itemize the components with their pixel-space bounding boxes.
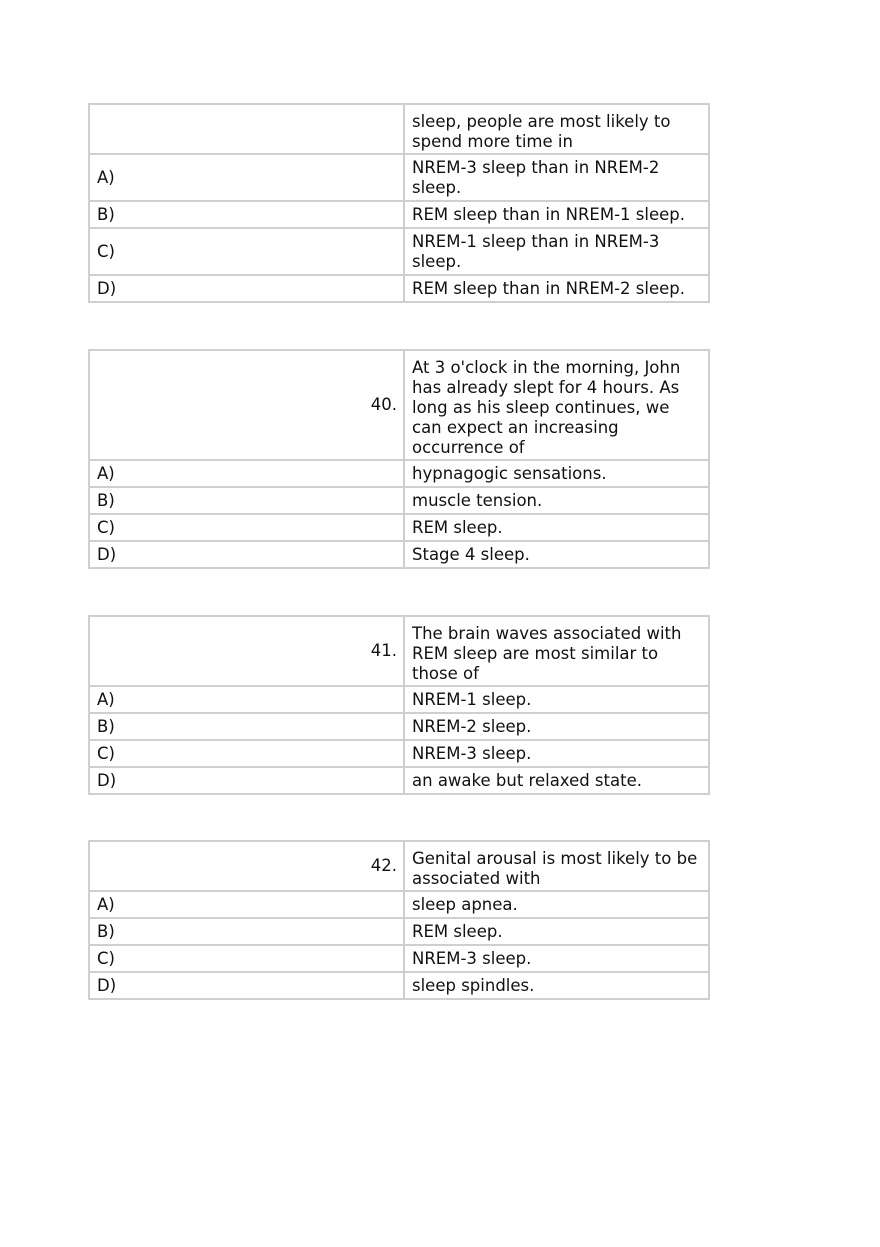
question-number: 42. bbox=[89, 841, 404, 891]
option-text: muscle tension. bbox=[404, 487, 709, 514]
option-text: NREM-2 sleep. bbox=[404, 713, 709, 740]
option-letter: C) bbox=[89, 945, 404, 972]
option-row-d bbox=[89, 541, 709, 568]
question-stem-row bbox=[89, 104, 709, 154]
option-letter: A) bbox=[89, 891, 404, 918]
option-text: REM sleep. bbox=[404, 918, 709, 945]
question-stem: At 3 o'clock in the morning, John has already slept for 4 hours. As long as his sleep continues, we can expect an increasing occurrence of bbox=[404, 350, 709, 460]
option-row-b bbox=[89, 487, 709, 514]
option-letter: A) bbox=[89, 686, 404, 713]
question-number: 40. bbox=[89, 350, 404, 460]
option-letter: D) bbox=[89, 767, 404, 794]
option-row-c bbox=[89, 740, 709, 767]
option-letter: B) bbox=[89, 918, 404, 945]
question-table-42 bbox=[88, 840, 710, 1000]
option-row-a bbox=[89, 686, 709, 713]
question-stem: The brain waves associated with REM sleep are most similar to those of bbox=[404, 616, 709, 686]
option-row-b bbox=[89, 918, 709, 945]
option-letter: C) bbox=[89, 228, 404, 275]
question-stem-row bbox=[89, 350, 709, 460]
option-row-a bbox=[89, 460, 709, 487]
option-letter: D) bbox=[89, 541, 404, 568]
option-text: NREM-3 sleep. bbox=[404, 945, 709, 972]
option-text: sleep apnea. bbox=[404, 891, 709, 918]
option-letter: B) bbox=[89, 713, 404, 740]
option-letter: D) bbox=[89, 972, 404, 999]
question-table-40 bbox=[88, 349, 710, 569]
option-letter: A) bbox=[89, 154, 404, 201]
question-stem-row bbox=[89, 841, 709, 891]
question-stem: sleep, people are most likely to spend more time in bbox=[404, 104, 709, 154]
question-table-41 bbox=[88, 615, 710, 795]
option-letter: C) bbox=[89, 740, 404, 767]
option-letter: B) bbox=[89, 487, 404, 514]
option-letter: B) bbox=[89, 201, 404, 228]
option-row-d bbox=[89, 275, 709, 302]
option-row-b bbox=[89, 713, 709, 740]
option-text: NREM-1 sleep than in NREM-3 sleep. bbox=[404, 228, 709, 275]
question-table-continued bbox=[88, 103, 710, 303]
option-text: sleep spindles. bbox=[404, 972, 709, 999]
option-row-c bbox=[89, 945, 709, 972]
option-text: an awake but relaxed state. bbox=[404, 767, 709, 794]
option-row-d bbox=[89, 972, 709, 999]
option-row-c bbox=[89, 228, 709, 275]
option-letter: C) bbox=[89, 514, 404, 541]
option-row-d bbox=[89, 767, 709, 794]
question-number bbox=[89, 104, 404, 154]
question-number: 41. bbox=[89, 616, 404, 686]
option-text: NREM-1 sleep. bbox=[404, 686, 709, 713]
option-text: REM sleep. bbox=[404, 514, 709, 541]
question-stem-row bbox=[89, 616, 709, 686]
option-row-b bbox=[89, 201, 709, 228]
option-row-a bbox=[89, 154, 709, 201]
option-letter: D) bbox=[89, 275, 404, 302]
option-row-c bbox=[89, 514, 709, 541]
option-text: Stage 4 sleep. bbox=[404, 541, 709, 568]
option-letter: A) bbox=[89, 460, 404, 487]
option-text: REM sleep than in NREM-1 sleep. bbox=[404, 201, 709, 228]
question-stem: Genital arousal is most likely to be associated with bbox=[404, 841, 709, 891]
option-text: REM sleep than in NREM-2 sleep. bbox=[404, 275, 709, 302]
option-text: hypnagogic sensations. bbox=[404, 460, 709, 487]
option-row-a bbox=[89, 891, 709, 918]
option-text: NREM-3 sleep than in NREM-2 sleep. bbox=[404, 154, 709, 201]
option-text: NREM-3 sleep. bbox=[404, 740, 709, 767]
